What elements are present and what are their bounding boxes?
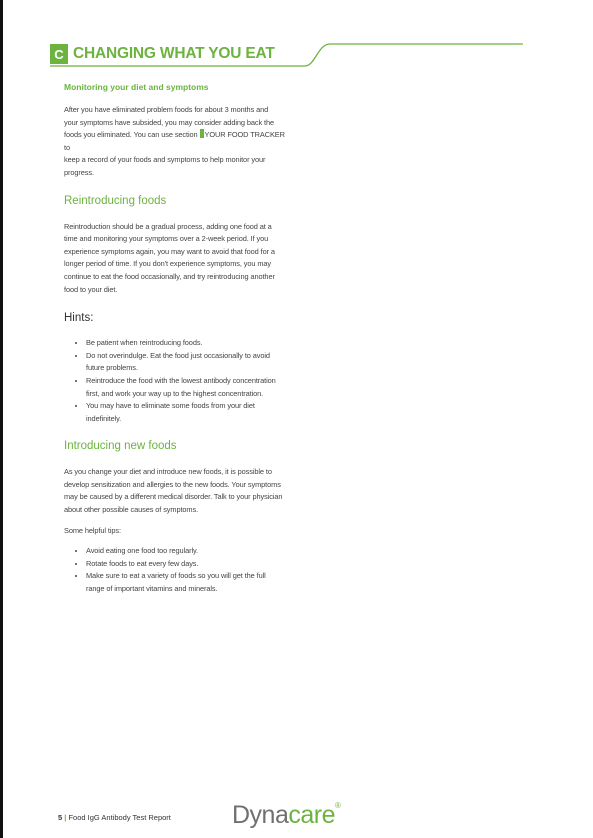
text-line: Reintroduction should be a gradual process, adding one food at a (64, 221, 272, 231)
introducing-heading: Introducing new foods (64, 440, 177, 453)
reintroducing-paragraph (64, 221, 286, 297)
logo-text-dyna: Dyna (232, 801, 289, 829)
page-number: 5 (58, 813, 63, 822)
section-badge: C (50, 44, 68, 64)
text-line: time and monitoring your symptoms over a 2-week period. If you (64, 234, 269, 244)
text-line: your symptoms have subsided, you may consider adding back the (64, 117, 274, 127)
monitoring-heading: Monitoring your diet and symptoms (64, 82, 209, 92)
main-content (64, 80, 286, 596)
footer-separator: | (64, 813, 67, 822)
page-title: CHANGING WHAT YOU EAT (73, 45, 275, 62)
text-line: food to your diet. (64, 284, 118, 294)
reintroducing-heading: Reintroducing foods (64, 194, 167, 207)
list-item (86, 400, 286, 425)
tips-list (64, 545, 286, 595)
text-line: keep a record of your foods and symptoms to help monitor your (64, 155, 266, 165)
text-line: may be caused by a different medical disorder. Talk to your physician (64, 492, 283, 502)
text-line: As you change your diet and introduce new foods, it is possible to (64, 467, 272, 477)
text-line: future problems. (86, 363, 138, 373)
text-line: Rotate foods to eat every few days. (86, 558, 199, 568)
list-item (86, 375, 286, 400)
section-highlight-marker (200, 129, 204, 138)
report-name: Food IgG Antibody Test Report (68, 813, 171, 822)
tips-intro: Some helpful tips: (64, 525, 121, 535)
text-line: Do not overindulge. Eat the food just occasionally to avoid (86, 350, 270, 360)
footer-page-label (58, 813, 171, 822)
text-line: You may have to eliminate some foods from your diet (86, 401, 255, 411)
header-rule (0, 0, 593, 80)
list-item (86, 545, 286, 558)
text-line: progress. (64, 167, 94, 177)
text-line: Avoid eating one food too regularly. (86, 546, 198, 556)
monitoring-paragraph (64, 104, 286, 180)
text-line: longer period of time. If you don't experience symptoms, you may (64, 259, 271, 269)
list-item (86, 337, 286, 350)
text-line: to (64, 142, 70, 152)
dynacare-logo (232, 801, 341, 831)
list-item (86, 350, 286, 375)
registered-mark: ® (335, 801, 341, 810)
text-line: about other possible causes of symptoms. (64, 505, 199, 515)
text-line: foods you eliminated. You can use section (64, 130, 198, 140)
text-line: range of important vitamins and minerals. (86, 584, 218, 594)
text-line: Be patient when reintroducing foods. (86, 338, 203, 348)
text-line: continue to eat the food occasionally, and try reintroducing another (64, 271, 275, 281)
hints-list (64, 337, 286, 425)
text-line: Reintroduce the food with the lowest antibody concentration (86, 375, 276, 385)
text-line: Make sure to eat a variety of foods so you will get the full (86, 571, 266, 581)
text-line: develop sensitization and allergies to the new foods. Your symptoms (64, 479, 281, 489)
text-line: After you have eliminated problem foods for about 3 months and (64, 105, 269, 114)
food-tracker-link[interactable]: YOUR FOOD TRACKER (204, 130, 285, 140)
text-line: experience symptoms again, you may want to avoid that food for a (64, 246, 275, 256)
text-line: indefinitely. (86, 413, 122, 423)
list-item (86, 570, 286, 595)
text-line: first, and work your way up to the highest concentration. (86, 388, 264, 398)
introducing-paragraph (64, 466, 286, 516)
logo-text-care: care (288, 801, 336, 829)
list-item (86, 558, 286, 571)
page-left-border (0, 0, 3, 838)
hints-heading: Hints: (64, 312, 94, 325)
